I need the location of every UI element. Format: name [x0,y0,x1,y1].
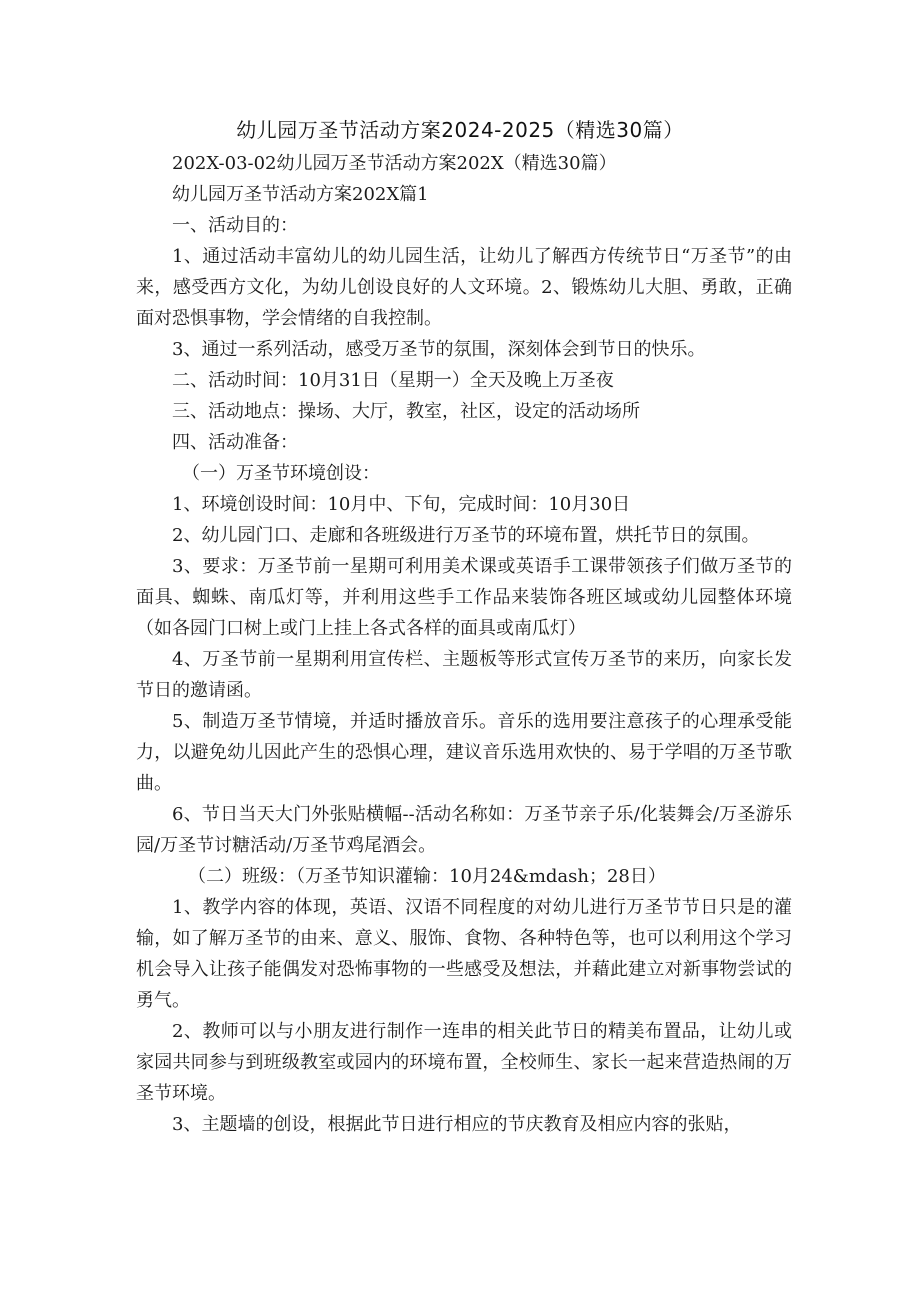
section-heading: 幼儿园万圣节活动方案202X篇1 [172,184,429,205]
paragraph: 6、节日当天大门外张贴横幅--活动名称如：万圣节亲子乐/化装舞会/万圣游乐园/万圣节讨糖活动/万圣节鸡尾酒会。 [136,804,792,856]
sub-heading: （一）万圣节环境创设： [182,463,380,484]
paragraph: 一、活动目的： [172,215,298,236]
paragraph: 三、活动地点：操场、大厅，教室，社区，设定的活动场所 [172,401,640,422]
date-line: 202X-03-02幼儿园万圣节活动方案202X（精选30篇） [172,153,617,174]
paragraph: 2、教师可以与小朋友进行制作一连串的相关此节日的精美布置品，让幼儿或家园共同参与到班级教室或园内的环境布置，全校师生、家长一起来营造热闹的万圣节环境。 [136,1021,792,1104]
paragraph: 4、万圣节前一星期利用宣传栏、主题板等形式宣传万圣节的来历，向家长发节日的邀请函。 [136,649,792,701]
paragraph: 3、通过一系列活动，感受万圣节的氛围，深刻体会到节日的快乐。 [172,339,706,360]
paragraph: 二、活动时间：10月31日（星期一）全天及晚上万圣夜 [172,370,614,391]
paragraph: 1、教学内容的体现，英语、汉语不同程度的对幼儿进行万圣节节日只是的灌输，如了解万圣节的由来、意义、服饰、食物、各种特色等，也可以利用这个学习机会导入让孩子能偶发对恐怖事物的一些感受及想法，并藉此建立对新事物尝试的勇气。 [136,897,792,1011]
document-body [136,148,792,1140]
paragraph: 5、制造万圣节情境，并适时播放音乐。音乐的选用要注意孩子的心理承受能力，以避免幼儿因此产生的恐惧心理，建议音乐选用欢快的、易于学唱的万圣节歌曲。 [136,711,792,794]
paragraph: 四、活动准备： [172,432,298,453]
sub-heading: （二）班级：（万圣节知识灌输：10月24&mdash；28日） [188,866,666,887]
document-title: 幼儿园万圣节活动方案2024-2025（精选30篇） [236,118,684,142]
paragraph: 1、环境创设时间：10月中、下旬，完成时间：10月30日 [172,494,631,515]
paragraph: 2、幼儿园门口、走廊和各班级进行万圣节的环境布置，烘托节日的氛围。 [172,525,760,546]
paragraph: 3、要求：万圣节前一星期可利用美术课或英语手工课带领孩子们做万圣节的面具、蜘蛛、南瓜灯等，并利用这些手工作品来装饰各班区域或幼儿园整体环境（如各园门口树上或门上挂上各式各样的面具或南瓜灯） [136,556,792,639]
paragraph: 3、主题墙的创设，根据此节日进行相应的节庆教育及相应内容的张贴， [172,1114,742,1135]
paragraph: 1、通过活动丰富幼儿的幼儿园生活，让幼儿了解西方传统节日“万圣节”的由来，感受西方文化，为幼儿创设良好的人文环境。2、锻炼幼儿大胆、勇敢，正确面对恐惧事物，学会情绪的自我控制。 [136,246,792,329]
